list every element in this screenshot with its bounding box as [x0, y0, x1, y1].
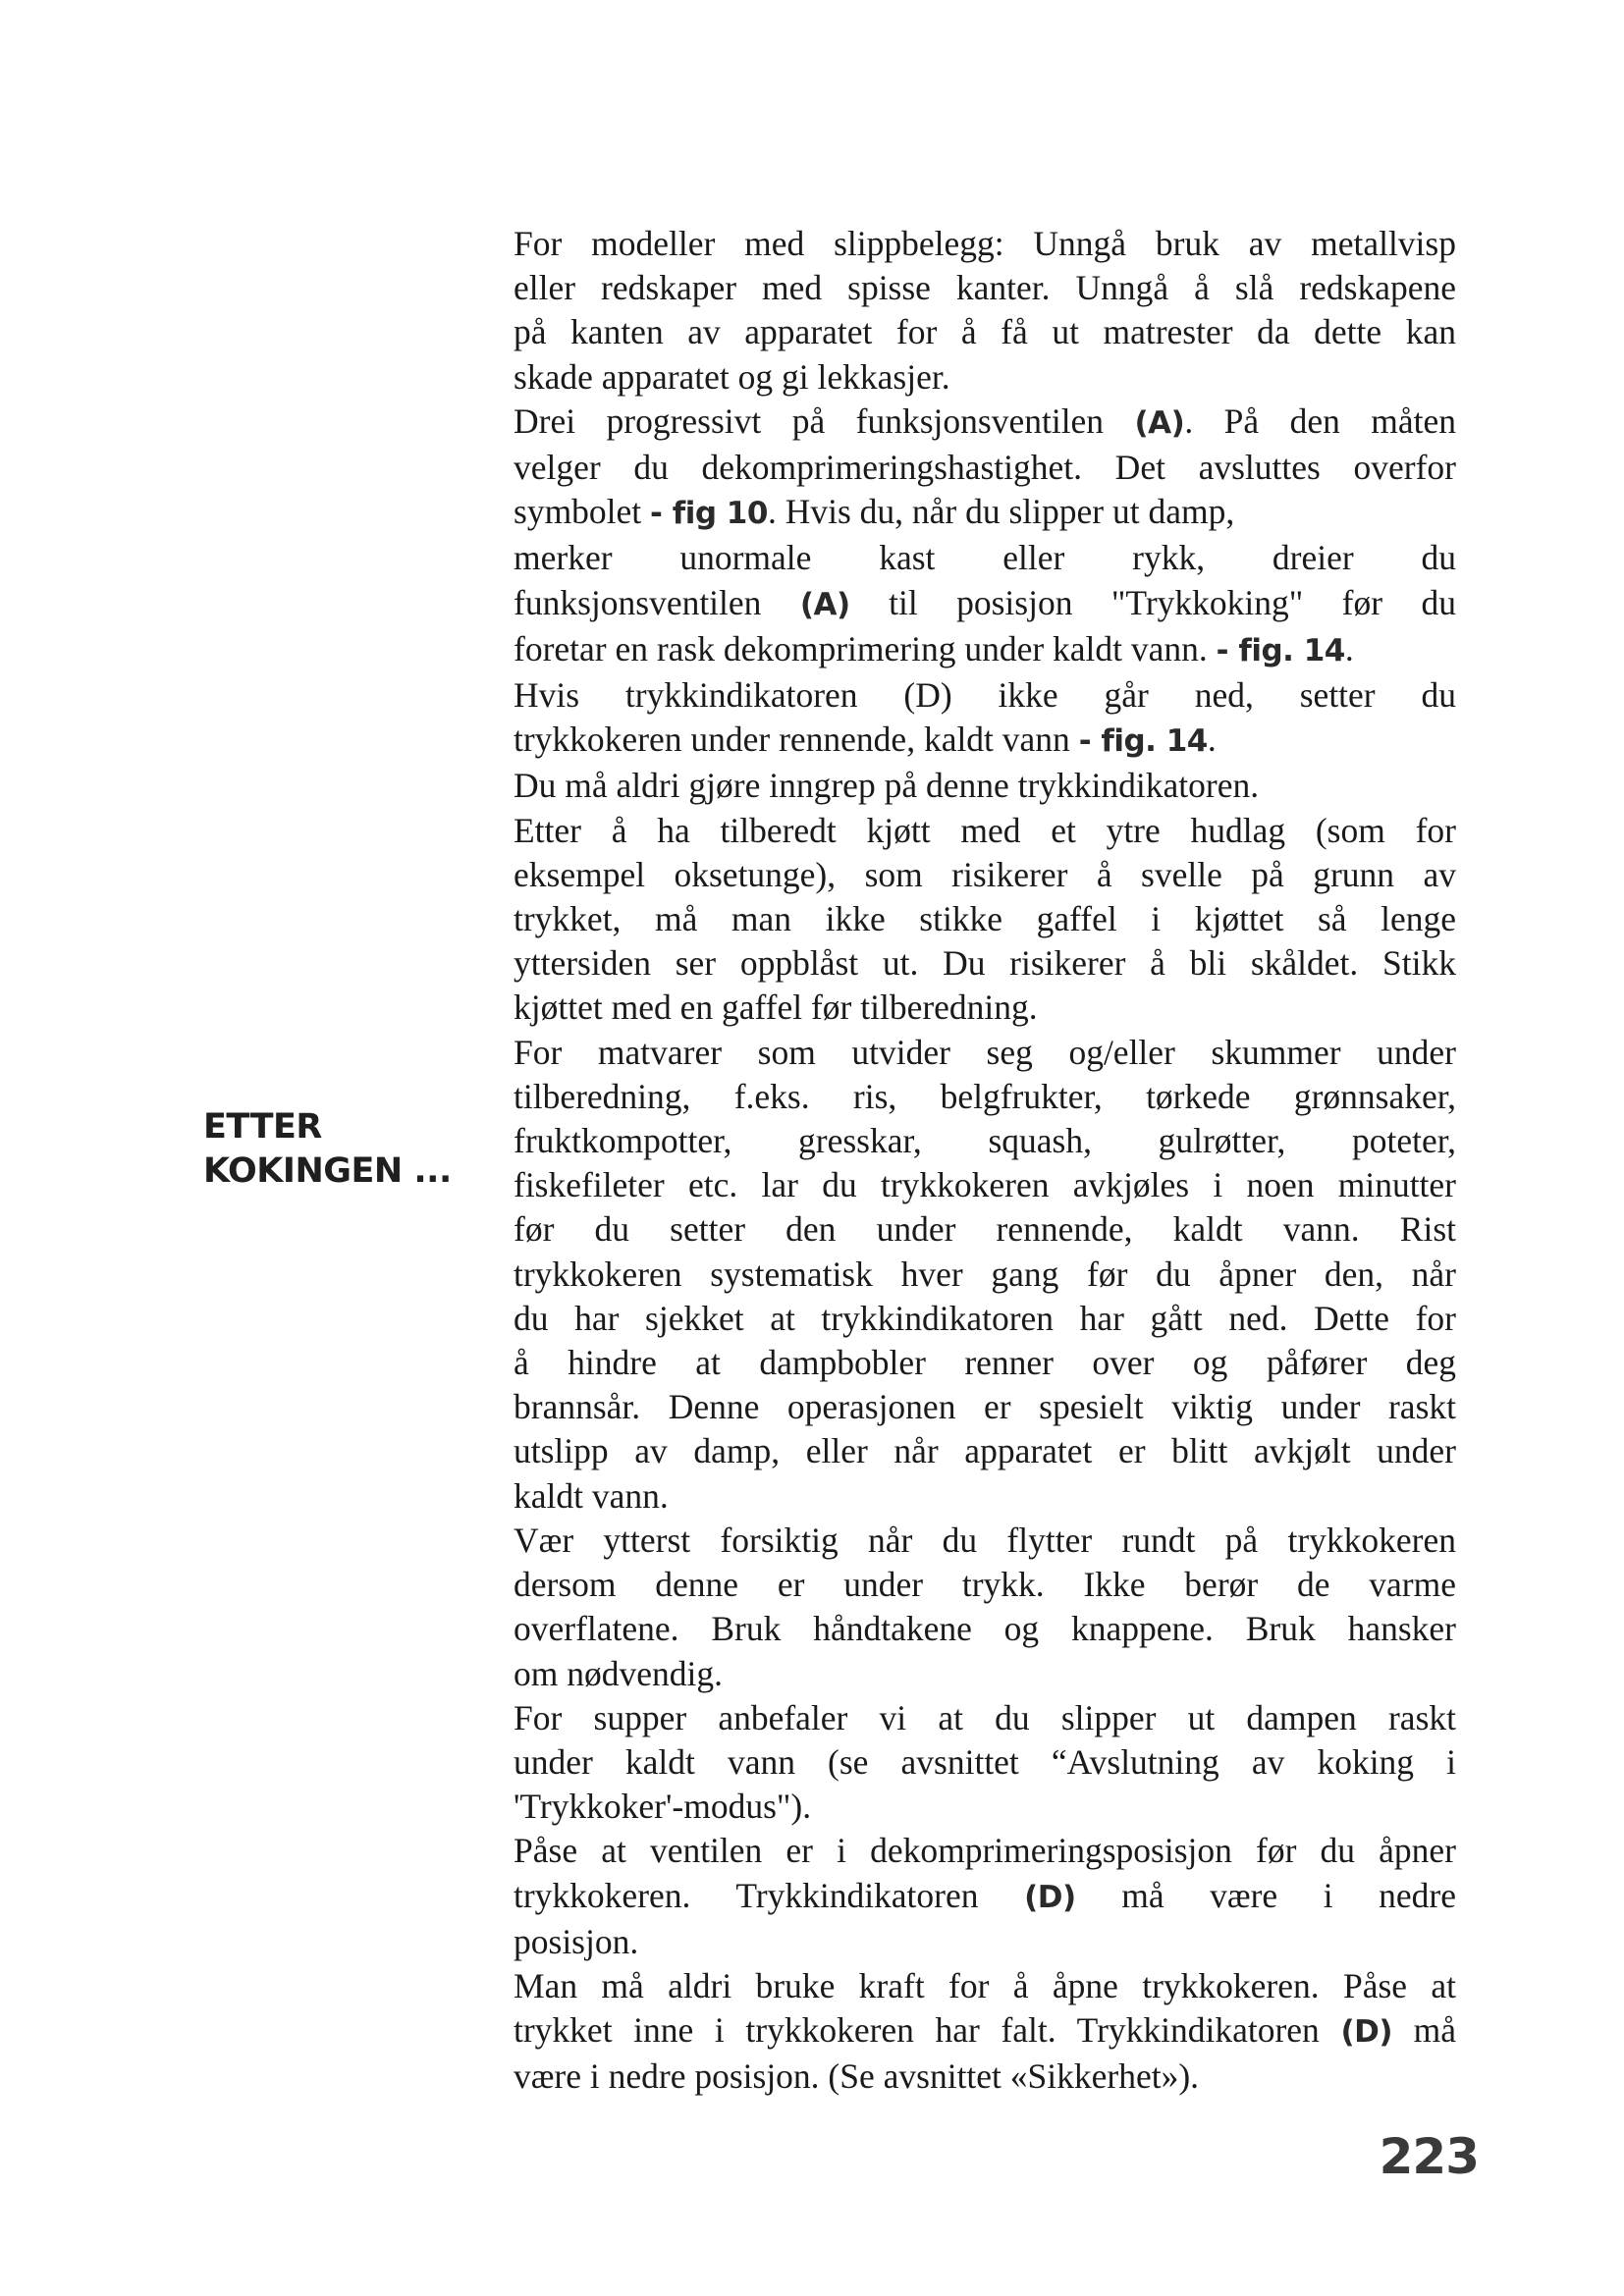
text-line: å hindre at dampbobler renner over og påfører deg	[514, 1343, 1456, 1383]
text-line: foretar en rask dekomprimering under kaldt vann. - fig. 14.	[514, 628, 1354, 668]
text-line: merker unormale kast eller rykk, dreier du	[514, 538, 1456, 578]
text-line: overflatene. Bruk håndtakene og knappene. Bruk hansker	[514, 1609, 1456, 1649]
text-line: trykkokeren under rennende, kaldt vann - fig. 14.	[514, 720, 1217, 760]
text-line: velger du dekomprimeringshastighet. Det avsluttes overfor	[514, 448, 1456, 488]
text-line: For modeller med slippbelegg: Unngå bruk av metallvisp	[514, 224, 1456, 263]
text-line: du har sjekket at trykkindikatoren har gått ned. Dette for	[514, 1298, 1456, 1338]
text-line: posisjon.	[514, 1921, 639, 1961]
text-line: om nødvendig.	[514, 1653, 723, 1693]
paragraph-pressure-indicator	[514, 673, 1456, 764]
text-line: For supper anbefaler vi at du slipper ut dampen raskt	[514, 1697, 1456, 1737]
paragraph-handle-with-care	[514, 1519, 1456, 1696]
text-line: trykket, må man ikke stikke gaffel i kjøttet så lenge	[514, 899, 1456, 939]
paragraph-no-force	[514, 1964, 1456, 2100]
text-line: Du må aldri gjøre inngrep på denne trykkindikatoren.	[514, 766, 1260, 806]
ref-d: (D)	[1024, 1879, 1076, 1915]
text-line: tilberedning, f.eks. ris, belgfrukter, tørkede grønnsaker,	[514, 1076, 1456, 1116]
section-heading-line-2: KOKINGEN ...	[203, 1151, 452, 1191]
paragraph-function-valve	[514, 400, 1456, 673]
ref-fig-14: - fig. 14	[1216, 632, 1345, 668]
text-line: kjøttet med en gaffel før tilberedning.	[514, 988, 1038, 1028]
text-line: symbolet - fig 10. Hvis du, når du slipper ut damp,	[514, 492, 1235, 532]
text-line: Hvis trykkindikatoren (D) ikke går ned, setter du	[514, 675, 1456, 716]
text-line: fruktkompotter, gresskar, squash, gulrøtter, poteter,	[514, 1121, 1456, 1161]
text-line: Man må aldri bruke kraft for å åpne trykkokeren. Påse at	[514, 1965, 1456, 2005]
ref-a: (A)	[1134, 404, 1185, 441]
text-line: trykkokeren systematisk hver gang før du åpner den, når	[514, 1254, 1456, 1294]
page-number: 223	[1379, 2128, 1479, 2185]
text-line: utslipp av damp, eller når apparatet er blitt avkjølt under	[514, 1431, 1456, 1471]
text-line: trykkokeren. Trykkindikatoren (D) må være i nedre	[514, 1875, 1457, 1915]
ref-d: (D)	[1340, 2014, 1393, 2051]
text-line: For matvarer som utvider seg og/eller skummer under	[514, 1032, 1456, 1072]
paragraph-meat-skin	[514, 809, 1456, 1031]
text-line: Drei progressivt på funksjonsventilen (A). På den måten	[514, 400, 1456, 441]
text-line: på kanten av apparatet for å få ut matrester da dette kan	[514, 312, 1456, 352]
section-heading	[203, 1105, 452, 1194]
ref-fig-10: - fig 10	[650, 496, 768, 532]
text-line: trykket inne i trykkokeren har falt. Trykkindikatoren (D) må	[514, 2010, 1457, 2051]
text-line: yttersiden ser oppblåst ut. Du risikerer å bli skåldet. Stikk	[514, 943, 1456, 984]
text-line: kaldt vann.	[514, 1475, 669, 1516]
text-line: funksjonsventilen (A) til posisjon "Trykkoking" før du	[514, 582, 1456, 622]
text-line: dersom denne er under trykk. Ikke berør de varme	[514, 1565, 1456, 1605]
text-line: fiskefileter etc. lar du trykkokeren avkjøles i noen minutter	[514, 1165, 1456, 1205]
text-line: eksempel oksetunge), som risikerer å svelle på grunn av	[514, 854, 1456, 894]
text-line: Vær ytterst forsiktig når du flytter rundt på trykkokeren	[514, 1520, 1456, 1560]
paragraph-valve-position	[514, 1829, 1456, 1964]
text-line: 'Trykkoker'-modus").	[514, 1787, 812, 1827]
text-line: under kaldt vann (se avsnittet “Avslutning av koking i	[514, 1741, 1456, 1782]
text-line: Etter å ha tilberedt kjøtt med et ytre hudlag (som for	[514, 810, 1456, 850]
ref-a: (A)	[799, 586, 850, 622]
text-line: brannsår. Denne operasjonen er spesielt viktig under raskt	[514, 1387, 1456, 1427]
text-line: eller redskaper med spisse kanter. Unngå å slå redskapene	[514, 268, 1456, 308]
text-line: være i nedre posisjon. (Se avsnittet «Sikkerhet»).	[514, 2056, 1200, 2097]
paragraph-expanding-foods	[514, 1031, 1456, 1519]
text-line: skade apparatet og gi lekkasjer.	[514, 356, 950, 397]
paragraph-soups	[514, 1696, 1456, 1830]
paragraph-never-tamper	[514, 764, 1456, 808]
body-text	[514, 222, 1456, 2100]
text-line: før du setter den under rennende, kaldt vann. Rist	[514, 1209, 1456, 1250]
ref-fig-14: - fig. 14	[1078, 723, 1208, 760]
text-line: Påse at ventilen er i dekomprimeringsposisjon før du åpner	[514, 1831, 1456, 1871]
section-heading-line-1: ETTER	[203, 1107, 322, 1147]
paragraph-non-stick-warning	[514, 222, 1456, 400]
